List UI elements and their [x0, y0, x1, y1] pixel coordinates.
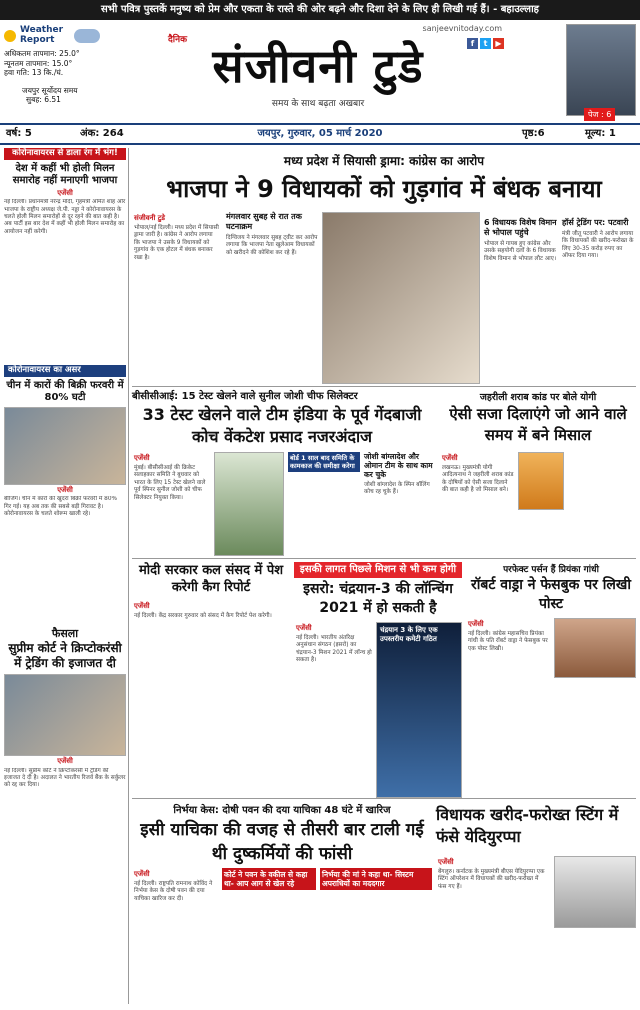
cricket-box2-head: जोशी बांग्लादेश और ओमान टीम के साथ काम कर चुके	[364, 452, 433, 479]
newspaper-logo: संजीवनी टुडे	[212, 39, 424, 93]
nirbhaya-headline: इसी याचिका की वजह से तीसरी बार टाली गई थी दुष्कर्मियों की फांसी	[140, 820, 424, 864]
isro-story	[296, 622, 372, 798]
cricket-box-head: बोर्ड 1 साल बाद समिति के कामकाज की समीक्षा करेगा	[288, 452, 360, 472]
story1-byline: एजेंसी	[57, 188, 73, 197]
yogi-headline: ऐसी सजा दिलाएंगे जो आने वाले समय में बने मिसाल	[449, 405, 627, 444]
year: वर्ष: 5	[6, 128, 32, 139]
nirbhaya-box1-head: कोर्ट ने पवन के वकील से कहा था- आप आग से खेल रहे	[222, 868, 316, 890]
divider	[132, 386, 636, 387]
priyanka-byline: एजेंसी	[468, 620, 484, 628]
mp-story	[134, 212, 220, 384]
yogi-body: लखनऊ। मुख्यमंत्री योगी आदित्यनाथ ने जहरीली शराब कांड के दोषियों को ऐसी सजा दिलाने की बात कही है जो मिसाल बने।	[442, 465, 514, 494]
sunil-joshi-photo	[214, 452, 284, 556]
priyanka-body: नई दिल्ली। कांग्रेस महासचिव प्रियंका गांधी के पति रॉबर्ट वाड्रा ने फेसबुक पर एक पोस्ट लिखी।	[468, 631, 548, 652]
mp-sub1	[226, 212, 318, 384]
nirbhaya-box2-head: निर्भया की मां ने कहा था- सिस्टम अपराधियों का मददगार	[320, 868, 432, 890]
isro-body: नई दिल्ली। भारतीय अंतरिक्ष अनुसंधान संगठन (इसरो) का चंद्रयान-3 मिशन 2021 में लॉन्च हो सकता है।	[296, 635, 372, 664]
page-badge: पेज : 6	[584, 108, 615, 121]
car-photo	[4, 407, 126, 485]
mp-sub3-head: हॉर्स ट्रेडिंग पर: पटवारी	[562, 218, 629, 227]
story1-body: नई दिल्ली। प्रधानमंत्री नरेन्द्र मोदी, गृहमंत्री अमित शाह और भाजपा के राष्ट्रीय अध्यक्ष जे.पी. नड्डा ने कोरोनावायरस के चलते होली मिलन समारोहों से दूर रहने की बात कही है। अब पार्टी इस बार देश में कहीं भी होली मिलन समारोह का आयोजन नहीं करेगी।	[4, 199, 126, 235]
nirbhaya-kicker: निर्भया केस: दोषी पवन की दया याचिका 48 घंटे में खारिज	[173, 805, 391, 816]
cloud-icon	[74, 29, 100, 43]
modi-headline: मोदी सरकार कल संसद में पेश करेगी कैग रिपोर्ट	[138, 563, 284, 595]
nirbhaya-story	[134, 868, 218, 1004]
cricket-byline: एजेंसी	[134, 454, 150, 462]
youtube-icon[interactable]: ▶	[493, 38, 504, 49]
priyanka-story	[468, 618, 550, 796]
story3-headline: सुप्रीम कोर्ट ने क्रिप्टोकरंसी में ट्रेडिंग की इजाजत दी	[8, 640, 122, 670]
story1-headline: देश में कहीं भी होली मिलन समारोह नहीं मनाएगी भाजपा	[12, 162, 118, 186]
masthead	[128, 22, 508, 122]
tagline: समय के साथ बढ़ता अखबार	[271, 99, 365, 109]
min-temp: न्यूनतम तापमान: 15.0°	[4, 58, 73, 68]
left-column	[4, 148, 126, 1004]
logo-prefix: दैनिक	[168, 35, 188, 45]
issue: अंक: 264	[80, 128, 124, 139]
priyanka-headline: रॉबर्ट वाड्रा ने फेसबुक पर लिखी पोस्ट	[471, 577, 631, 612]
priyanka-photo	[554, 618, 636, 678]
priyanka-kicker: परफेक्ट पर्सन हैं प्रियंका गांधी	[503, 565, 599, 575]
modi-story	[134, 600, 290, 796]
modi-byline: एजेंसी	[134, 602, 150, 610]
mp-sub1-head: मंगलवार सुबह से रात तक घटनाक्रम	[226, 212, 302, 231]
social-icons	[465, 38, 504, 49]
mp-sub3-body: मंत्री जीतू पटवारी ने आरोप लगाया कि विधायकों की खरीद-फरोख्त के लिए 30-35 करोड़ रुपए का ऑफर दिया गया।	[562, 231, 634, 260]
mp-sub3	[562, 218, 636, 384]
facebook-icon[interactable]: f	[467, 38, 478, 49]
yogi-photo	[518, 452, 564, 510]
isro-strip: इसकी लागत पिछले मिशन से भी कम होगी	[294, 562, 462, 578]
nirbhaya-box2	[320, 868, 432, 1004]
crypto-photo	[4, 674, 126, 756]
nirbhaya-byline: एजेंसी	[134, 870, 150, 878]
isro-byline: एजेंसी	[296, 624, 312, 632]
story3-body: नई दिल्ली। सुप्रीम कोर्ट ने क्रिप्टोकरंसी में ट्रेडिंग की इजाजत दे दी है। अदालत ने भारतीय रिजर्व बैंक के सर्कुलर को रद्द कर दिया।	[4, 767, 126, 789]
mp-sub2-head: 6 विधायक विशेष विमान से भोपाल पहुंचे	[484, 218, 557, 237]
column-divider	[128, 148, 129, 1004]
cricket-story	[134, 452, 210, 556]
sun-icon	[4, 30, 16, 42]
divider	[132, 558, 636, 559]
story2-headline: चीन में कारों की बिक्री फरवरी में 80% घटी	[6, 379, 124, 403]
story2-kicker: कोरोनावायरस का असर	[4, 365, 126, 377]
rocket-photo	[376, 622, 462, 798]
story3-kicker: फैसला	[51, 627, 79, 641]
nirbhaya-body: नई दिल्ली। राष्ट्रपति रामनाथ कोविंद ने निर्भया केस के दोषी पवन की दया याचिका खारिज कर दी।	[134, 881, 213, 902]
isro-headline: इसरो: चंद्रयान-3 की लॉन्चिंग 2021 में हो सकती है	[303, 581, 453, 616]
yogi-story	[442, 452, 514, 556]
yeddy-body: बेंगलुरु। कर्नाटक के मुख्यमंत्री बीएस येदियुरप्पा एक स्टिंग ऑपरेशन में विधायकों की खरीद-फरोख्त में फंस गए हैं।	[438, 869, 545, 890]
cricket-box	[288, 452, 360, 556]
story2-byline: एजेंसी	[57, 485, 73, 494]
price: मूल्य: 1	[585, 128, 616, 139]
divider	[132, 798, 636, 799]
cricket-box2-body: जोशी बांग्लादेश के स्पिन बॉलिंग कोच रह चुके हैं।	[364, 482, 430, 496]
isro-image-caption: चंद्रयान 3 के लिए एक उपस्तरीय कमेटी गठित	[380, 626, 438, 643]
sunrise-label: जयपुर सूर्योदय समय	[22, 85, 78, 95]
cricket-box2	[364, 452, 434, 556]
modi-body: नई दिल्ली। केंद्र सरकार गुरुवार को संसद में कैग रिपोर्ट पेश करेगी।	[134, 613, 272, 619]
twitter-icon[interactable]: t	[480, 38, 491, 49]
weather-report	[4, 26, 124, 118]
mp-sub2	[484, 218, 558, 384]
story3-byline: एजेंसी	[57, 756, 73, 765]
page-count: पृष्ठ:6	[522, 128, 545, 139]
max-temp: अधिकतम तापमान: 25.0°	[4, 49, 80, 58]
mp-body: भोपाल/नई दिल्ली। मध्य प्रदेश में सियासी ड्रामा जारी है। कांग्रेस ने आरोप लगाया कि भाजपा ने उसके 9 विधायकों को गुड़गांव के एक होटल में बंधक बनाकर रखा है।	[134, 225, 219, 261]
cricket-body: मुंबई। बीसीसीआई की क्रिकेट सलाहकार समिति ने बुधवार को भारत के लिए 15 टेस्ट खेलने वाले पूर्व स्पिनर सुनील जोशी को चीफ सिलेक्टर नियुक्त किया।	[134, 465, 206, 501]
yeddy-story	[438, 856, 548, 1004]
kamalnath-photo	[322, 212, 480, 384]
top-banner: सभी पवित्र पुस्तकें मनुष्य को प्रेम और एकता के रास्ते की ओर बढ़ने और दिशा देने के लिए ही लिखी गई हैं। - बहाउल्लाह	[0, 0, 640, 20]
weather-title: Weather Report	[20, 25, 64, 45]
yogi-kicker: जहरीली शराब कांड पर बोले योगी	[479, 392, 597, 403]
mp-sub2-body: भोपाल से गायब हुए कांग्रेस और उसके सहयोगी दलों के 6 विधायक विशेष विमान से भोपाल लौट आए।	[484, 241, 557, 262]
cricket-headline: 33 टेस्ट खेलने वाले टीम इंडिया के पूर्व गेंदबाजी कोच वेंकटेश प्रसाद नजरअंदाज	[142, 405, 422, 446]
mp-headline: भाजपा ने 9 विधायकों को गुड़गांव में बंधक बनाया	[166, 175, 602, 203]
nirbhaya-box1	[222, 868, 316, 1004]
wind-speed: हवा गति: 13 कि./घं.	[4, 68, 64, 77]
yogi-byline: एजेंसी	[442, 454, 458, 462]
mp-kicker: मध्य प्रदेश में सियासी ड्रामा: कांग्रेस का आरोप	[283, 154, 485, 168]
yeddy-byline: एजेंसी	[438, 858, 454, 866]
yeddy-photo	[554, 856, 636, 928]
mp-sub1-body: दिग्विजय ने मंगलवार सुबह ट्वीट कर आरोप लगाया कि भाजपा नेता खुलेआम विधायकों को खरीदने की कोशिश कर रहे हैं।	[226, 235, 318, 256]
info-bar	[0, 123, 640, 145]
date: जयपुर, गुरुवार, 05 मार्च 2020	[257, 128, 383, 139]
cricket-kicker: बीसीसीआई: 15 टेस्ट खेलने वाले सुनील जोशी चीफ सिलेक्टर	[132, 391, 358, 402]
yeddy-headline: विधायक खरीद-फरोख्त स्टिंग में फंसे येदियुरप्पा	[436, 805, 619, 846]
mp-kicker-wrap	[132, 152, 636, 172]
mp-byline: संजीवनी टुडे	[134, 214, 166, 222]
sunrise-time: सुबह: 6.51	[26, 95, 61, 104]
story2-body: बीजिंग। चीन में कारों की खुदरा बिक्री फरवरी में 80% गिर गई। यह अब तक की सबसे बड़ी गिरावट है। कोरोनावायरस के चलते शोरूम खाली रहे।	[4, 496, 118, 518]
story1-kicker: कोरोनावायरस से डाला रंग में भंग!	[4, 148, 126, 160]
person-photo	[566, 24, 636, 116]
website-link[interactable]: sanjeevnitoday.com	[422, 24, 502, 33]
